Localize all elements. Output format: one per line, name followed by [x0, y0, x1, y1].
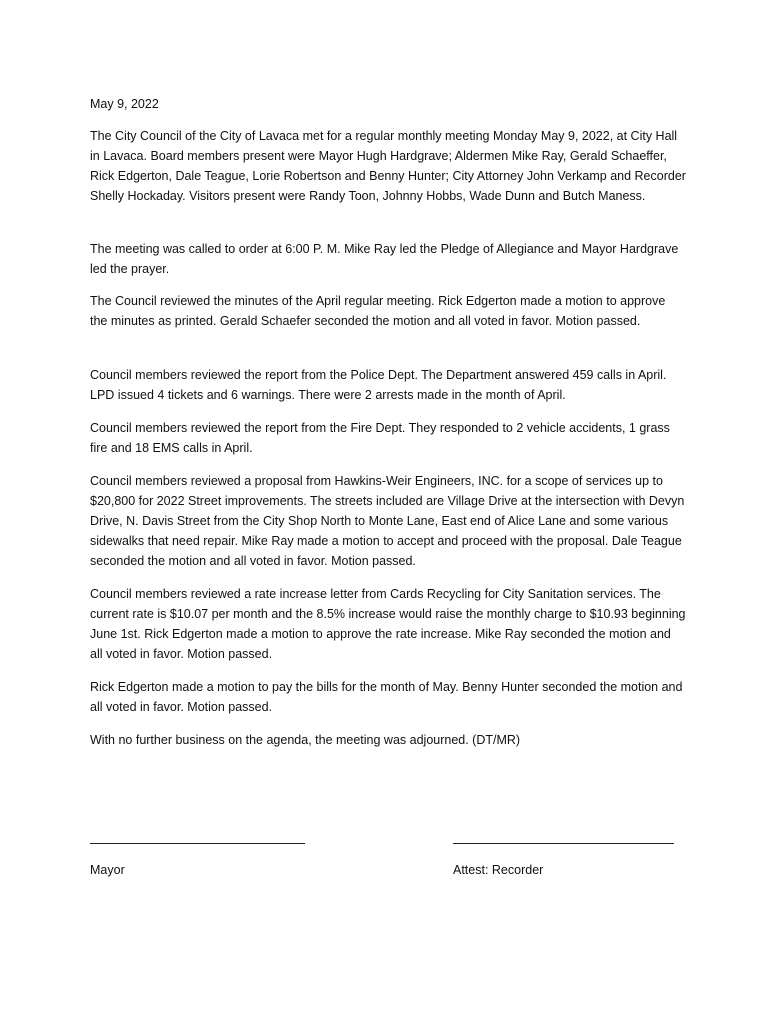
paragraph-rate-increase: Council members reviewed a rate increase letter from Cards Recycling for City Sanitation services. The current rate is $10.07 per month and the 8.5% increase would raise the monthly charge to $10.93 beginning June 1st. Rick Edgerton made a motion to approve the rate increase. Mike Ray seconded the motion and all voted in favor. Motion passed.: [90, 587, 686, 661]
paragraph-call-to-order: The meeting was called to order at 6:00 P. M. Mike Ray led the Pledge of Allegiance and Mayor Hardgrave led the prayer.: [90, 242, 679, 276]
paragraph-police-report: Council members reviewed the report from the Police Dept. The Department answered 459 calls in April. LPD issued 4 tickets and 6 warnings. There were 2 arrests made in the month of April.: [90, 368, 667, 402]
paragraph-street-proposal: Council members reviewed a proposal from Hawkins-Weir Engineers, INC. for a scope of services up to $20,800 for 2022 Street improvements. The streets included are Village Drive at the intersection with Devyn Drive, N. Davis Street from the City Shop North to Monte Lane, East end of Alice Lane and some various sidewalks that need repair. Mike Ray made a motion to accept and proceed with the proposal. Dale Teague seconded the motion and all voted in favor. Motion passed.: [90, 474, 685, 568]
paragraph-adjournment: With no further business on the agenda, the meeting was adjourned. (DT/MR): [90, 733, 521, 747]
paragraph-fire-report: Council members reviewed the report from the Fire Dept. They responded to 2 vehicle accidents, 1 grass fire and 18 EMS calls in April.: [90, 421, 670, 455]
mayor-signature-label: Mayor: [90, 863, 125, 877]
recorder-signature-label: Attest: Recorder: [453, 863, 544, 877]
document-date: May 9, 2022: [90, 97, 159, 111]
recorder-signature-line: [453, 843, 674, 844]
paragraph-attendance: The City Council of the City of Lavaca met for a regular monthly meeting Monday May 9, 2022, at City Hall in Lavaca. Board members present were Mayor Hugh Hardgrave; Aldermen Mike Ray, Gerald Schaeffer, Rick Edgerton, Dale Teague, Lorie Robertson and Benny Hunter; City Attorney John Verkamp and Recorder Shelly Hockaday. Visitors present were Randy Toon, Johnny Hobbs, Wade Dunn and Butch Maness.: [90, 129, 686, 203]
mayor-signature-line: [90, 843, 305, 844]
paragraph-minutes: The Council reviewed the minutes of the April regular meeting. Rick Edgerton made a motion to approve the minutes as printed. Gerald Schaefer seconded the motion and all voted in favor. Motion passed.: [90, 294, 666, 328]
paragraph-bills: Rick Edgerton made a motion to pay the bills for the month of May. Benny Hunter seconded the motion and all voted in favor. Motion passed.: [90, 680, 683, 714]
